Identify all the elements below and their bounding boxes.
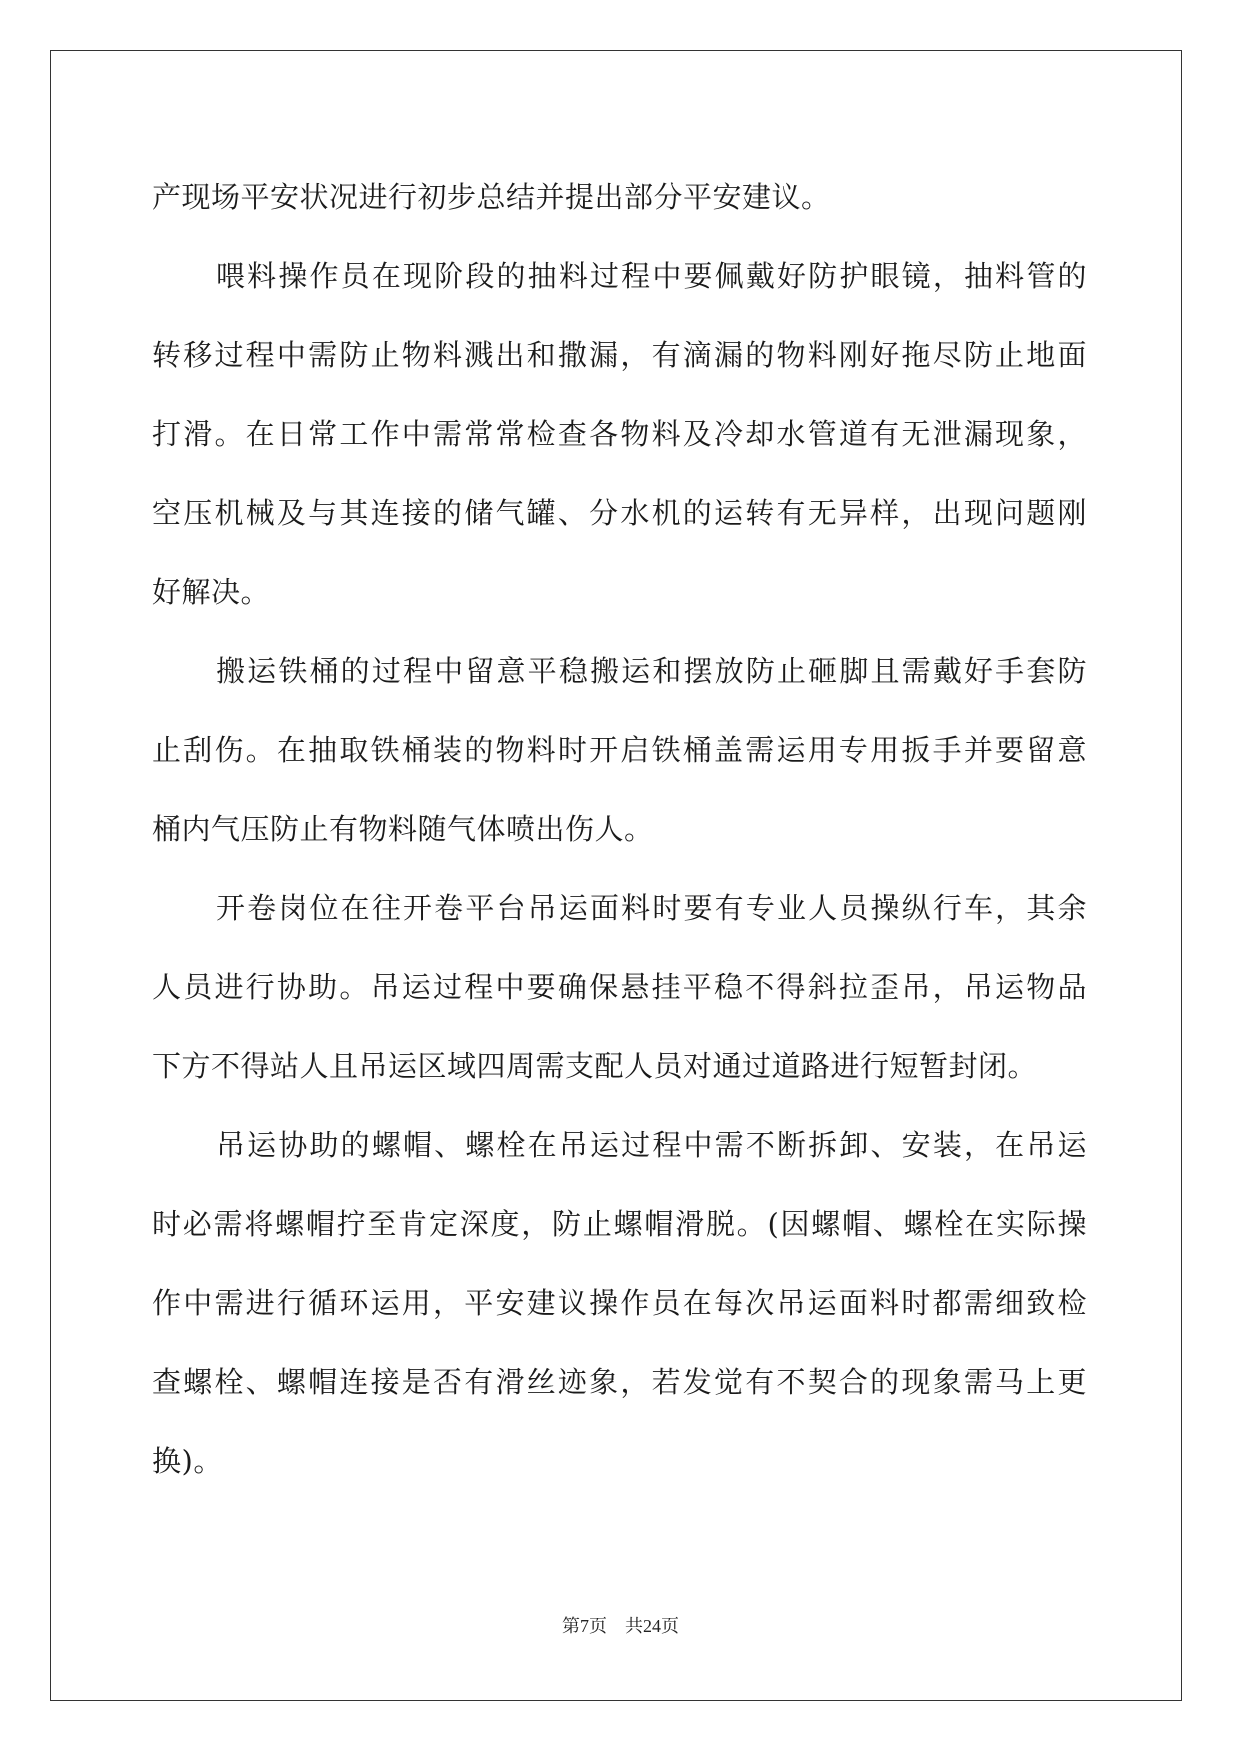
text-line: 时必需将螺帽拧至肯定深度，防止螺帽滑脱。(因螺帽、螺栓在实际操: [152, 1207, 1087, 1241]
text-line: 换)。: [152, 1444, 223, 1478]
page-footer: [0, 1612, 1241, 1638]
text-line: 开卷岗位在往开卷平台吊运面料时要有专业人员操纵行车，其余: [216, 891, 1087, 925]
text-line: 产现场平安状况进行初步总结并提出部分平安建议。: [152, 180, 831, 214]
document-body: [152, 158, 1087, 1501]
text-line: 人员进行协助。吊运过程中要确保悬挂平稳不得斜拉歪吊，吊运物品: [152, 970, 1087, 1004]
text-line: 止刮伤。在抽取铁桶装的物料时开启铁桶盖需运用专用扳手并要留意: [152, 733, 1087, 767]
text-line: 好解决。: [152, 575, 271, 609]
text-line: 转移过程中需防止物料溅出和撒漏，有滴漏的物料刚好拖尽防止地面: [152, 338, 1087, 372]
text-line: 打滑。在日常工作中需常常检查各物料及冷却水管道有无泄漏现象，: [152, 417, 1087, 451]
text-line: 空压机械及与其连接的储气罐、分水机的运转有无异样，出现问题刚: [152, 496, 1087, 530]
text-line: 查螺栓、螺帽连接是否有滑丝迹象，若发觉有不契合的现象需马上更: [152, 1365, 1087, 1399]
page-number: 第7页 共24页: [562, 1616, 679, 1636]
text-line: 喂料操作员在现阶段的抽料过程中要佩戴好防护眼镜，抽料管的: [216, 259, 1087, 293]
text-line: 吊运协助的螺帽、螺栓在吊运过程中需不断拆卸、安装，在吊运: [216, 1128, 1087, 1162]
text-line: 下方不得站人且吊运区域四周需支配人员对通过道路进行短暂封闭。: [152, 1049, 1038, 1083]
text-line: 桶内气压防止有物料随气体喷出伤人。: [152, 812, 654, 846]
text-line: 作中需进行循环运用，平安建议操作员在每次吊运面料时都需细致检: [152, 1286, 1087, 1320]
text-line: 搬运铁桶的过程中留意平稳搬运和摆放防止砸脚且需戴好手套防: [216, 654, 1087, 688]
